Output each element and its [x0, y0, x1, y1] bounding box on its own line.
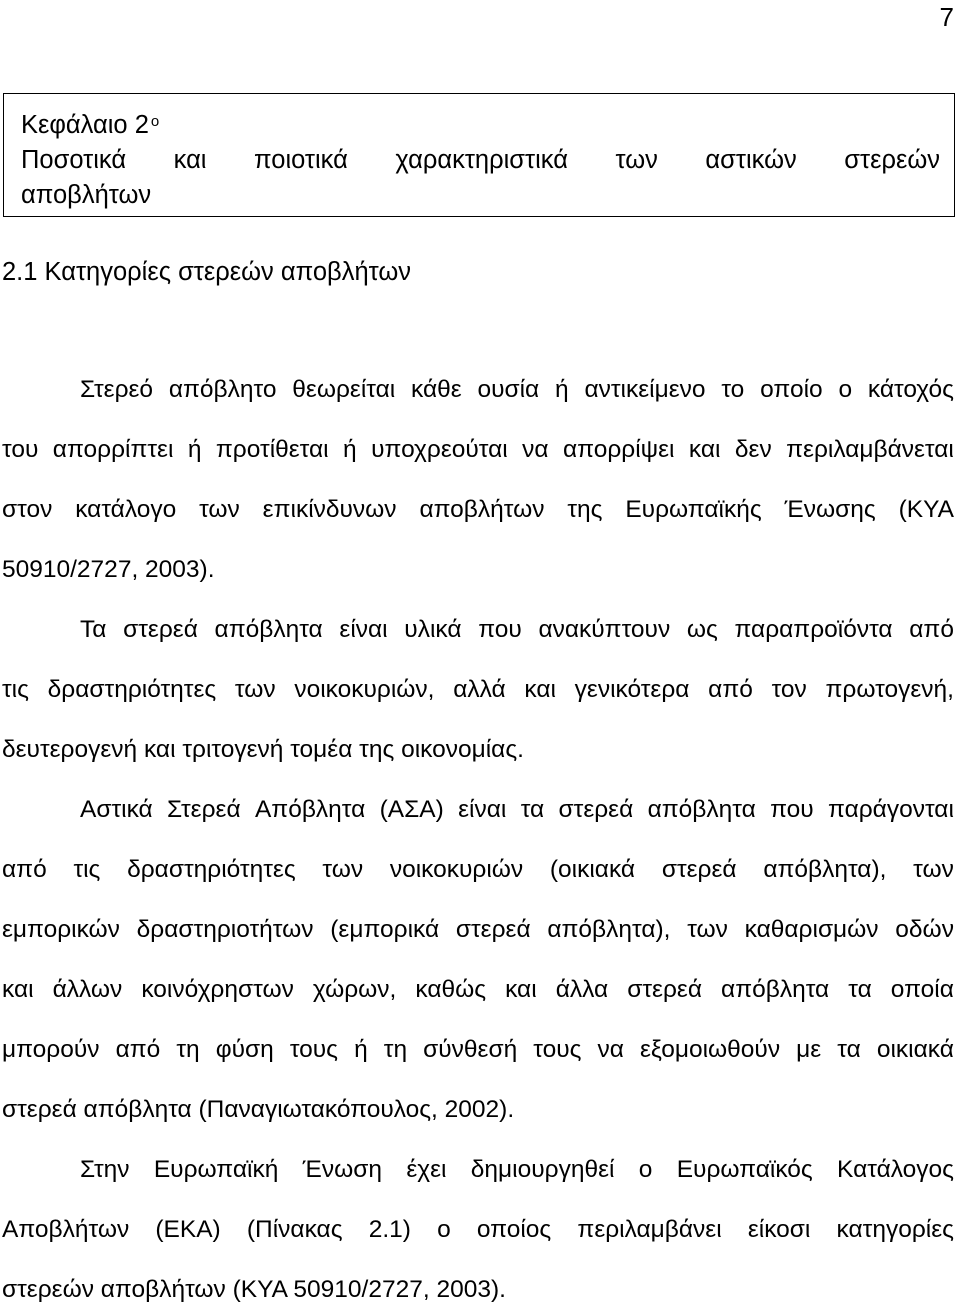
chapter-title-line-2: αποβλήτων	[21, 181, 152, 209]
paragraph-line: στον κατάλογο των επικίνδυνων αποβλήτων της Ευρωπαϊκής Ένωσης (ΚΥΑ	[2, 496, 954, 523]
paragraph-line: Στην Ευρωπαϊκή Ένωση έχει δημιουργηθεί ο Ευρωπαϊκός Κατάλογος	[80, 1156, 954, 1183]
paragraph-line: Αποβλήτων (ΕΚΑ) (Πίνακας 2.1) ο οποίος περιλαμβάνει είκοσι κατηγορίες	[2, 1216, 954, 1243]
paragraph-line: Αστικά Στερεά Απόβλητα (ΑΣΑ) είναι τα στερεά απόβλητα που παράγονται	[80, 796, 954, 823]
section-heading: 2.1 Κατηγορίες στερεών αποβλήτων	[2, 258, 411, 286]
chapter-label: Κεφάλαιο 2	[21, 111, 149, 139]
chapter-title-word: ποιοτικά	[254, 146, 348, 174]
chapter-title-word: στερεών	[844, 146, 940, 174]
chapter-title-word: Ποσοτικά	[21, 146, 127, 174]
chapter-title-word: χαρακτηριστικά	[395, 146, 568, 174]
paragraph-line: και άλλων κοινόχρηστων χώρων, καθώς και άλλα στερεά απόβλητα τα οποία	[2, 976, 954, 1003]
chapter-title-box	[3, 93, 955, 217]
paragraph-line: Στερεό απόβλητο θεωρείται κάθε ουσία ή αντικείμενο το οποίο ο κάτοχός	[80, 376, 954, 403]
paragraph-line: Τα στερεά απόβλητα είναι υλικά που ανακύπτουν ως παραπροϊόντα από	[80, 616, 954, 643]
chapter-label-line	[21, 108, 940, 143]
chapter-title-line-1	[21, 143, 940, 178]
chapter-superscript: ο	[150, 113, 160, 130]
paragraph-line: μπορούν από τη φύση τους ή τη σύνθεσή τους να εξομοιωθούν με τα οικιακά	[2, 1036, 954, 1063]
paragraph-line: τις δραστηριότητες των νοικοκυριών, αλλά και γενικότερα από τον πρωτογενή,	[2, 676, 954, 703]
page-number: 7	[939, 2, 954, 32]
chapter-title-word: αστικών	[705, 146, 797, 174]
paragraph-line: 50910/2727, 2003).	[2, 556, 215, 583]
paragraph-line: από τις δραστηριότητες των νοικοκυριών (οικιακά στερεά απόβλητα), των	[2, 856, 954, 883]
chapter-title-word: και	[173, 146, 207, 174]
chapter-title-word: των	[615, 146, 658, 174]
paragraph-line: του απορρίπτει ή προτίθεται ή υποχρεούται να απορρίψει και δεν περιλαμβάνεται	[2, 436, 954, 463]
paragraph-line: δευτερογενή και τριτογενή τομέα της οικονομίας.	[2, 736, 524, 763]
paragraph-line: στερεά απόβλητα (Παναγιωτακόπουλος, 2002).	[2, 1096, 515, 1123]
paragraph-line: εμπορικών δραστηριοτήτων (εμπορικά στερεά απόβλητα), των καθαρισμών οδών	[2, 916, 954, 943]
paragraph-line: στερεών αποβλήτων (ΚΥΑ 50910/2727, 2003).	[2, 1276, 506, 1303]
